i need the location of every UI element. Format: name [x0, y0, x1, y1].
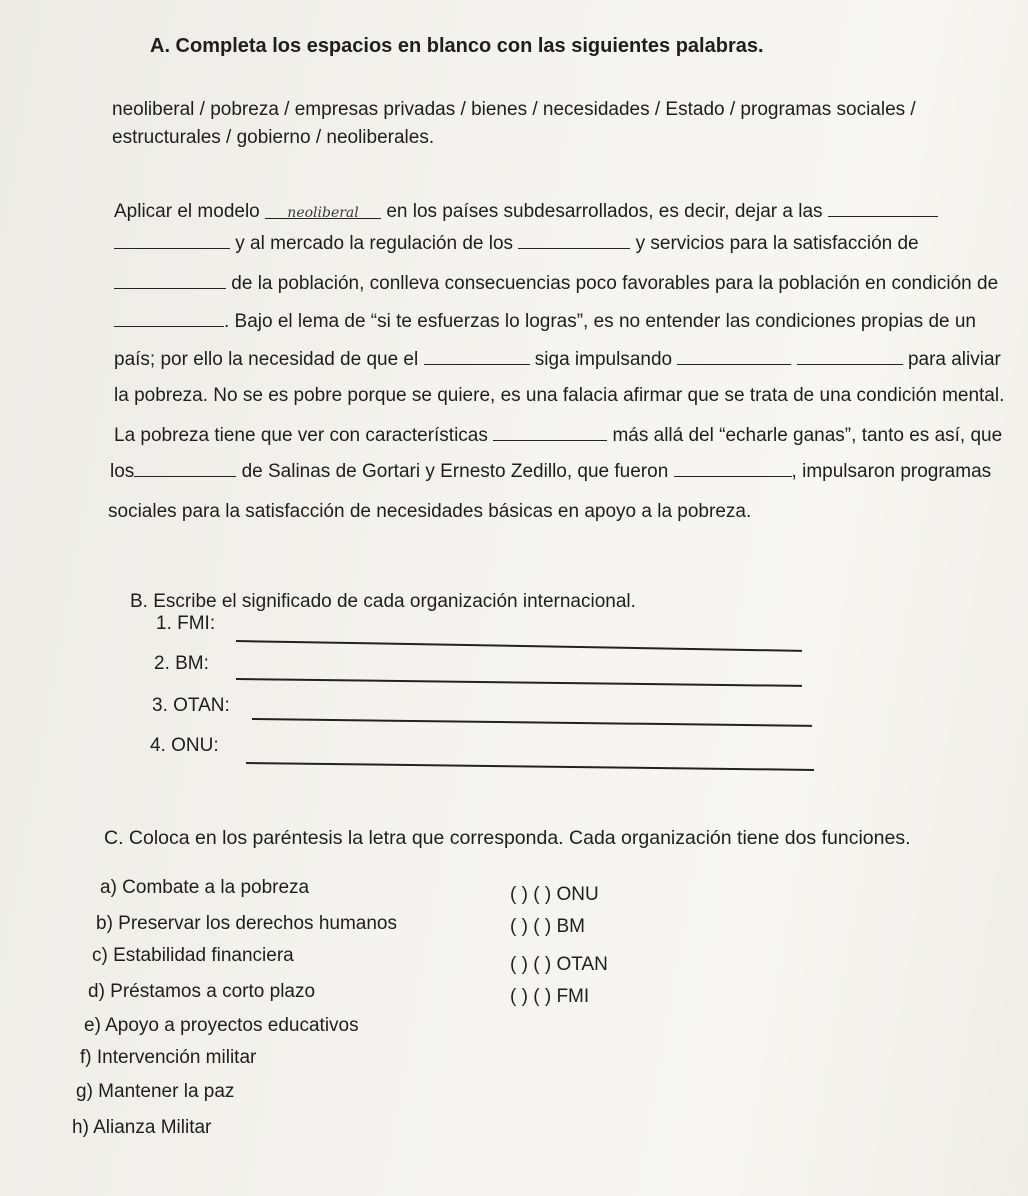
text-segment: , impulsaron programas [791, 461, 992, 482]
org-item-otan: 3. OTAN: [152, 695, 230, 716]
paragraph-line-7 [114, 422, 1002, 448]
text-segment: en los países subdesarrollados, es decir, dejar a las [386, 201, 823, 222]
org-item-onu: 4. ONU: [150, 735, 219, 756]
blank-10[interactable] [493, 422, 607, 441]
org-item-bm: 2. BM: [154, 653, 209, 674]
function-f: f) Intervención militar [80, 1047, 257, 1068]
paragraph-line-4 [114, 308, 976, 334]
paren-slots[interactable]: ( ) ( ) [510, 954, 552, 975]
paragraph-line-3 [114, 270, 998, 296]
paragraph-line-2 [114, 230, 919, 256]
blank-8[interactable] [677, 346, 791, 365]
paren-slots[interactable]: ( ) ( ) [510, 916, 552, 937]
org-label: ONU [556, 884, 599, 905]
function-g: g) Mantener la paz [76, 1081, 235, 1102]
function-e: e) Apoyo a proyectos educativos [84, 1015, 359, 1036]
text-segment: los [110, 461, 135, 482]
blank-answer-1[interactable] [265, 200, 381, 219]
blank-6[interactable] [114, 308, 224, 327]
answer-line-fmi[interactable] [236, 640, 802, 651]
section-b-title: B. Escribe el significado de cada organización internacional. [130, 591, 636, 612]
paragraph-line-9: sociales para la satisfacción de necesidades básicas en apoyo a la pobreza. [108, 501, 752, 522]
text-segment: siga impulsando [534, 349, 673, 370]
match-row-onu[interactable] [510, 884, 599, 906]
paragraph-line-8 [110, 458, 991, 484]
word-bank-line-2: estructurales / gobierno / neoliberales. [112, 127, 435, 148]
org-label: OTAN [556, 954, 608, 975]
function-b: b) Preservar los derechos humanos [96, 913, 397, 934]
blank-7[interactable] [424, 346, 530, 365]
answer-line-onu[interactable] [246, 762, 814, 770]
paragraph-line-6: la pobreza. No se es pobre porque se quiere, es una falacia afirmar que se trata de una condición mental. [114, 385, 1005, 406]
text-segment: de Salinas de Gortari y Ernesto Zedillo, que fueron [241, 461, 669, 482]
match-row-bm[interactable] [510, 916, 585, 938]
match-row-fmi[interactable] [510, 986, 589, 1008]
paragraph-line-1 [114, 198, 938, 224]
text-segment: más allá del “echarle ganas”, tanto es así, que [612, 425, 1003, 446]
function-a: a) Combate a la pobreza [100, 877, 310, 898]
org-item-fmi: 1. FMI: [156, 613, 216, 634]
answer-line-otan[interactable] [252, 718, 812, 726]
blank-2[interactable] [828, 198, 938, 217]
blank-5[interactable] [114, 270, 226, 289]
paren-slots[interactable]: ( ) ( ) [510, 986, 552, 1007]
text-segment: para aliviar [907, 349, 1001, 370]
text-segment: La pobreza tiene que ver con características [114, 425, 488, 446]
text-segment: de la población, conlleva consecuencias poco favorables para la población en condición de [231, 273, 999, 294]
text-segment: país; por ello la necesidad de que el [114, 349, 419, 370]
text-segment: Aplicar el modelo [114, 201, 260, 222]
function-d: d) Préstamos a corto plazo [88, 981, 316, 1002]
function-c: c) Estabilidad financiera [92, 945, 294, 966]
text-segment: y al mercado la regulación de los [235, 233, 514, 254]
blank-4[interactable] [518, 230, 630, 249]
org-label: FMI [556, 986, 590, 1007]
match-row-otan[interactable] [510, 954, 608, 976]
section-a-title: A. Completa los espacios en blanco con las siguientes palabras. [150, 35, 764, 57]
paren-slots[interactable]: ( ) ( ) [510, 884, 552, 905]
section-c-title: C. Coloca en los paréntesis la letra que corresponda. Cada organización tiene dos funciones. [104, 827, 911, 849]
handwritten-answer: neoliberal [287, 205, 359, 221]
word-bank-line-1: neoliberal / pobreza / empresas privadas / bienes / necesidades / Estado / programas sociales / [112, 99, 916, 120]
blank-3[interactable] [114, 230, 230, 249]
blank-12[interactable] [674, 458, 792, 477]
function-h: h) Alianza Militar [72, 1117, 212, 1138]
org-label: BM [556, 916, 585, 937]
answer-line-bm[interactable] [236, 678, 802, 686]
text-segment: . Bajo el lema de “si te esfuerzas lo logras”, es no entender las condiciones propias de un [224, 311, 976, 332]
text-segment: y servicios para la satisfacción de [635, 233, 919, 254]
paragraph-line-5 [114, 346, 1001, 372]
blank-11[interactable] [134, 458, 236, 477]
blank-9[interactable] [797, 346, 903, 365]
